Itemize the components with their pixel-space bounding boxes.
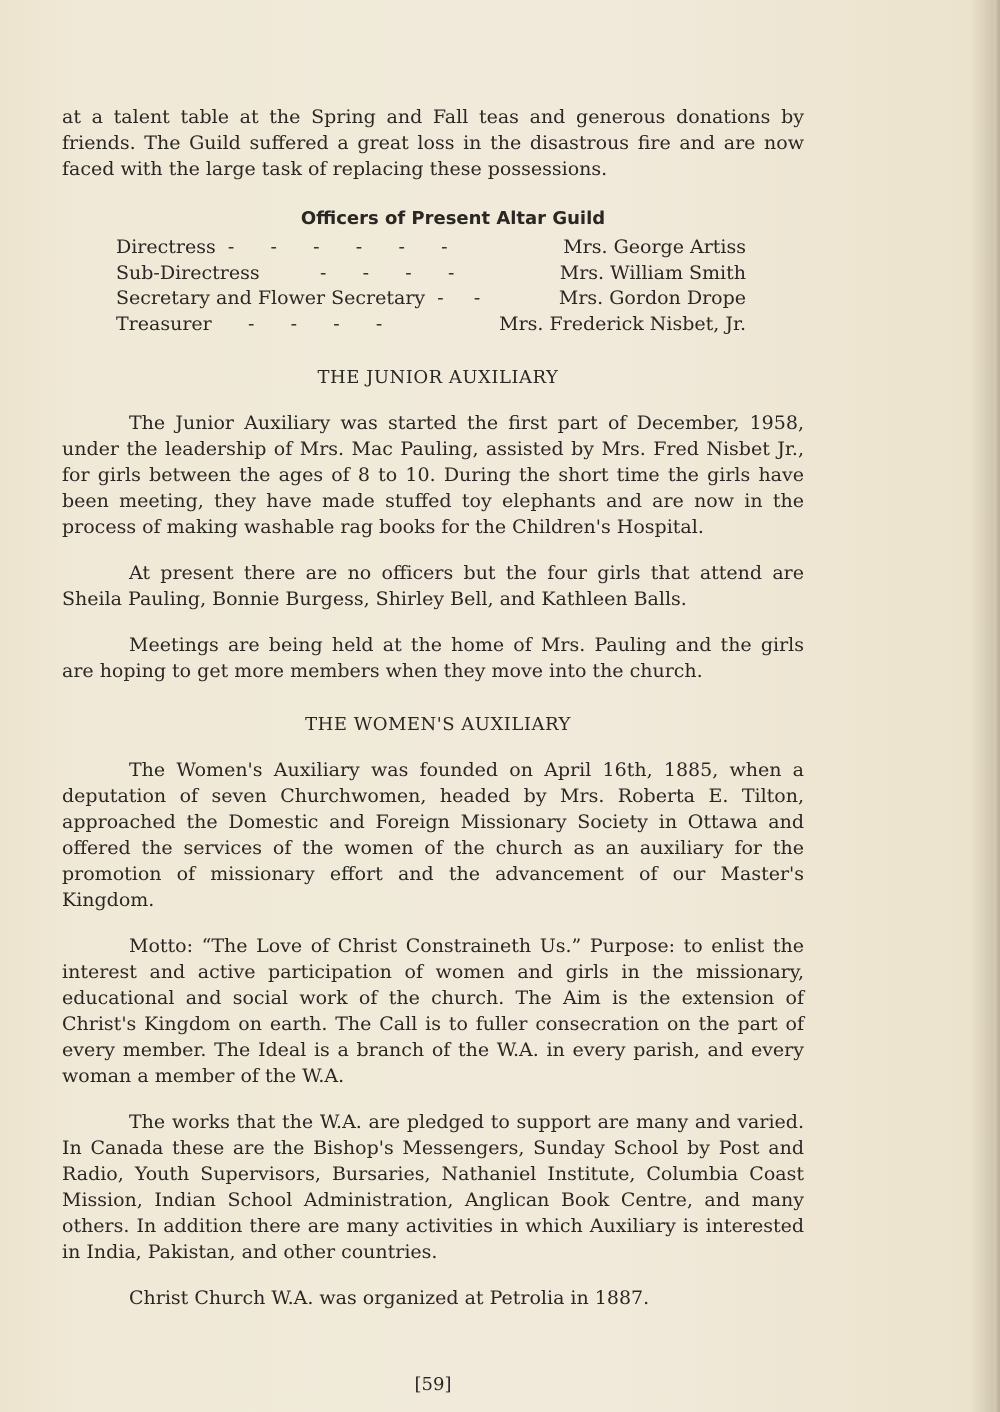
officer-name: Mrs. William Smith: [559, 261, 746, 284]
officer-role: Secretary and Flower Secretary - -: [116, 287, 481, 309]
page-edge-shadow: [994, 0, 1000, 1412]
page-number: [59]: [414, 1374, 452, 1395]
officer-row: [116, 286, 746, 312]
officer-role: Directress - - - - - -: [116, 236, 448, 258]
womens-auxiliary-heading: THE WOMEN'S AUXILIARY: [305, 714, 571, 735]
junior-paragraph-2: At present there are no officers but the four girls that attend are Sheila Pauling, Bonnie Burgess, Shirley Bell, and Kathleen Balls.: [62, 562, 804, 610]
womens-paragraph-2: Motto: “The Love of Christ Constraineth Us.” Purpose: to enlist the interest and active participation of women and girls in the missionary, educational and social work of the church. The Aim is the extension of Christ's Kingdom on earth. The Call is to fuller consecration on the part of every member. The Ideal is a branch of the W.A. in every parish, and every woman a member of the W.A.: [62, 935, 804, 1087]
officer-role: Sub-Directress - - - -: [116, 261, 455, 284]
junior-auxiliary-heading: THE JUNIOR AUXILIARY: [317, 367, 559, 388]
officers-title: Officers of Present Altar Guild: [300, 208, 606, 229]
intro-paragraph: at a talent table at the Spring and Fall teas and generous donations by friends. The Guild suffered a great loss in the disastrous fire and are now faced with the large task of replacing these possessions.: [62, 106, 804, 180]
officer-name: Mrs. George Artiss: [563, 236, 746, 258]
officer-row: [116, 261, 746, 287]
officer-name: Mrs. Frederick Nisbet, Jr.: [499, 312, 746, 335]
junior-paragraph-3: Meetings are being held at the home of Mrs. Pauling and the girls are hoping to get more members when they move into the church.: [62, 634, 804, 682]
page-content: [62, 104, 804, 1311]
womens-paragraph-1: The Women's Auxiliary was founded on April 16th, 1885, when a deputation of seven Churchwomen, headed by Mrs. Roberta E. Tilton, approached the Domestic and Foreign Missionary Society in Ottawa and offered the services of the women of the church as an auxiliary for the promotion of missionary effort and the advancement of our Master's Kingdom.: [62, 759, 804, 911]
officer-name: Mrs. Gordon Drope: [558, 287, 746, 309]
officers-list: [116, 235, 746, 337]
womens-paragraph-4: Christ Church W.A. was organized at Petrolia in 1887.: [129, 1287, 650, 1309]
officer-row: [116, 235, 746, 261]
junior-paragraph-1: The Junior Auxiliary was started the first part of December, 1958, under the leadership of Mrs. Mac Pauling, assisted by Mrs. Fred Nisbet Jr., for girls between the ages of 8 to 10. During the short time the girls have been meeting, they have made stuffed toy elephants and are now in the process of making washable rag books for the Children's Hospital.: [62, 412, 804, 538]
womens-paragraph-3: The works that the W.A. are pledged to support are many and varied. In Canada these are the Bishop's Messengers, Sunday School by Post and Radio, Youth Supervisors, Bursaries, Nathaniel Institute, Columbia Coast Mission, Indian School Administration, Anglican Book Centre, and many others. In addition there are many activities in which Auxiliary is interested in India, Pakistan, and other countries.: [62, 1111, 804, 1263]
officer-role: Treasurer - - - -: [116, 312, 383, 335]
officer-row: [116, 312, 746, 338]
